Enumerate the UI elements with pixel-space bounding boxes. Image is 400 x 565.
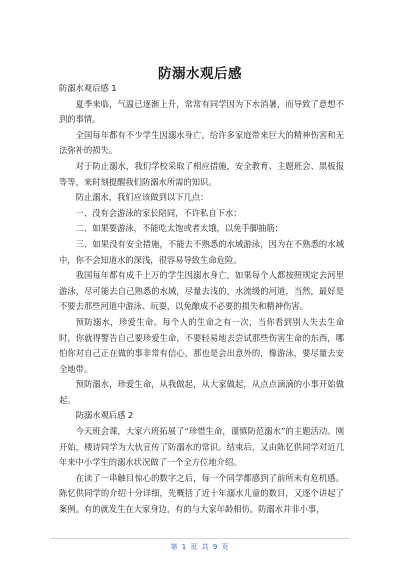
paragraph: 防止溺水，我们应该做到以下几点： [75, 192, 209, 203]
document-body [59, 81, 344, 518]
paragraph: 一、没有会游泳的家长陪同，不许私自下水； [75, 207, 242, 218]
paragraph: 三、如果没有安全措施，不能去不熟悉的水域游泳，因为在不熟悉的水域中，你不会知道水的深浅，很容易导致生命危险。 [59, 238, 344, 265]
paragraph: 我国每年都有成千上万的学生因溺水身亡，如果每个人都按照规定去河里游泳，尽可能去自己熟悉的水域，尽量去浅的，水流缓的河道，当然，最好是不要去那些河道中游泳、玩耍，以免酿成不必要的损失和精神伤害。 [59, 270, 344, 312]
paragraph: 今天班会课，大家六班拓展了“珍惜生命，谨慎防范溺水”的主题活动。刚开始，楼诗同学为大伙宣传了防溺水的常识。结束后，又由陈忆供同学对近几年来中小学生的溺水状况做了一个全方位地介绍。 [59, 426, 344, 468]
paragraph: 防溺水观后感 1 [59, 83, 117, 93]
footer-divider [50, 538, 350, 539]
paragraph: 夏季来临，气温已逐渐上升，常常有同学因为下水消暑，而导致了意想不到的事情。 [59, 98, 344, 125]
paragraph: 二、如果要游泳，不能吃太饱或者太饿，以免手脚抽筋； [75, 223, 284, 234]
paragraph: 全国每年都有不少学生因溺水身亡，给许多家庭带来巨大的精神伤害和无法弥补的损失。 [59, 129, 344, 156]
paragraph: 预防溺水，珍爱生命，从我做起，从大家做起，从点点滴滴的小事开始做起。 [59, 379, 344, 405]
page-number-footer: 第 1 页 共 9 页 [170, 543, 230, 551]
paragraph: 在读了一串触目惊心的数字之后，每一个同学都感到了前所未有危机感。陈忆供同学的介绍十分详细，先概括了近十年溺水儿童的数目，又逐个讲起了案例。有的就发生在大家身边，有的与大家年龄相仿。防溺水并非小事， [59, 472, 344, 515]
paragraph: 对于防止溺水，我们学校采取了相应措施，安全教育、主题班会、黑板报等等，来时刻提醒我们防溺水所需的知识。 [59, 160, 344, 187]
section-heading: 防溺水观后感 2 [75, 410, 134, 421]
paragraph: 预防溺水，珍爱生命。每个人的生命之有一次，当你看到别人失去生命时，你就得警告自己要珍爱生命，不要轻易地去尝试那些伤害生命的东西，哪怕你对自己正在做的事非常有信心，那也是会出意外的，像游泳，要尽量去安全地带。 [59, 316, 344, 374]
document-title: 防溺水观后感 [158, 66, 242, 82]
